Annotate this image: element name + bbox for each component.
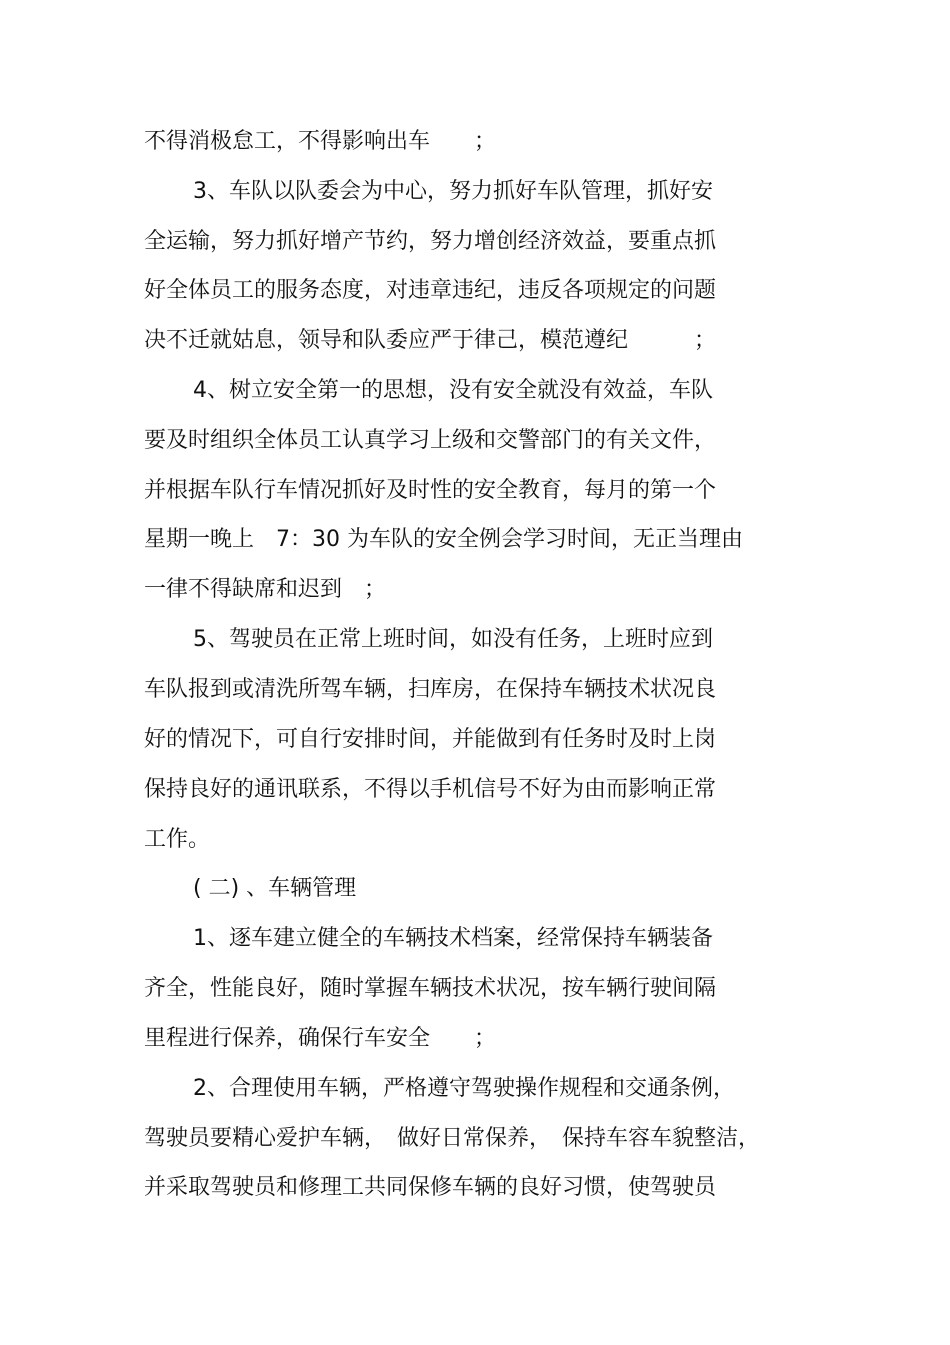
text-line: 3、车队以队委会为中心，努力抓好车队管理，抓好安	[193, 179, 713, 204]
text-line: 驾驶员要精心爱护车辆， 做好日常保养， 保持车容车貌整洁，	[144, 1126, 761, 1151]
text-line: 车队报到或清洗所驾车辆，扫库房，在保持车辆技术状况良	[144, 677, 717, 702]
text-line: 全运输，努力抓好增产节约，努力增创经济效益，要重点抓	[144, 229, 717, 254]
text-line: 齐全，性能良好，随时掌握车辆技术状况，按车辆行驶间隔	[144, 976, 717, 1001]
text-line: 不得消极怠工，不得影响出车 ；	[144, 129, 497, 154]
text-line: 决不迁就姑息，领导和队委应严于律己，模范遵纪 ；	[144, 328, 717, 353]
text-line: 要及时组织全体员工认真学习上级和交警部门的有关文件，	[144, 428, 717, 453]
text-line: 5、驾驶员在正常上班时间，如没有任务，上班时应到	[193, 627, 713, 652]
text-line: 1、逐车建立健全的车辆技术档案，经常保持车辆装备	[193, 926, 713, 951]
text-line: 2、合理使用车辆，严格遵守驾驶操作规程和交通条例，	[193, 1076, 735, 1101]
text-line: 保持良好的通讯联系，不得以手机信号不好为由而影响正常	[144, 777, 717, 802]
text-line: 并根据车队行车情况抓好及时性的安全教育，每月的第一个	[144, 478, 717, 503]
text-line: 工作。	[144, 827, 211, 852]
text-line: 一律不得缺席和迟到 ；	[144, 577, 387, 602]
text-line: 并采取驾驶员和修理工共同保修车辆的良好习惯，使驾驶员	[144, 1175, 717, 1200]
text-line: 好全体员工的服务态度，对违章违纪，违反各项规定的问题	[144, 278, 717, 303]
text-line: 里程进行保养，确保行车安全 ；	[144, 1026, 497, 1051]
text-line: 好的情况下，可自行安排时间，并能做到有任务时及时上岗	[144, 727, 717, 752]
text-line: 星期一晚上 7：30 为车队的安全例会学习时间，无正当理由	[144, 527, 743, 552]
section-heading: ( 二) 、车辆管理	[193, 876, 357, 901]
text-line: 4、树立安全第一的思想，没有安全就没有效益，车队	[193, 378, 713, 403]
